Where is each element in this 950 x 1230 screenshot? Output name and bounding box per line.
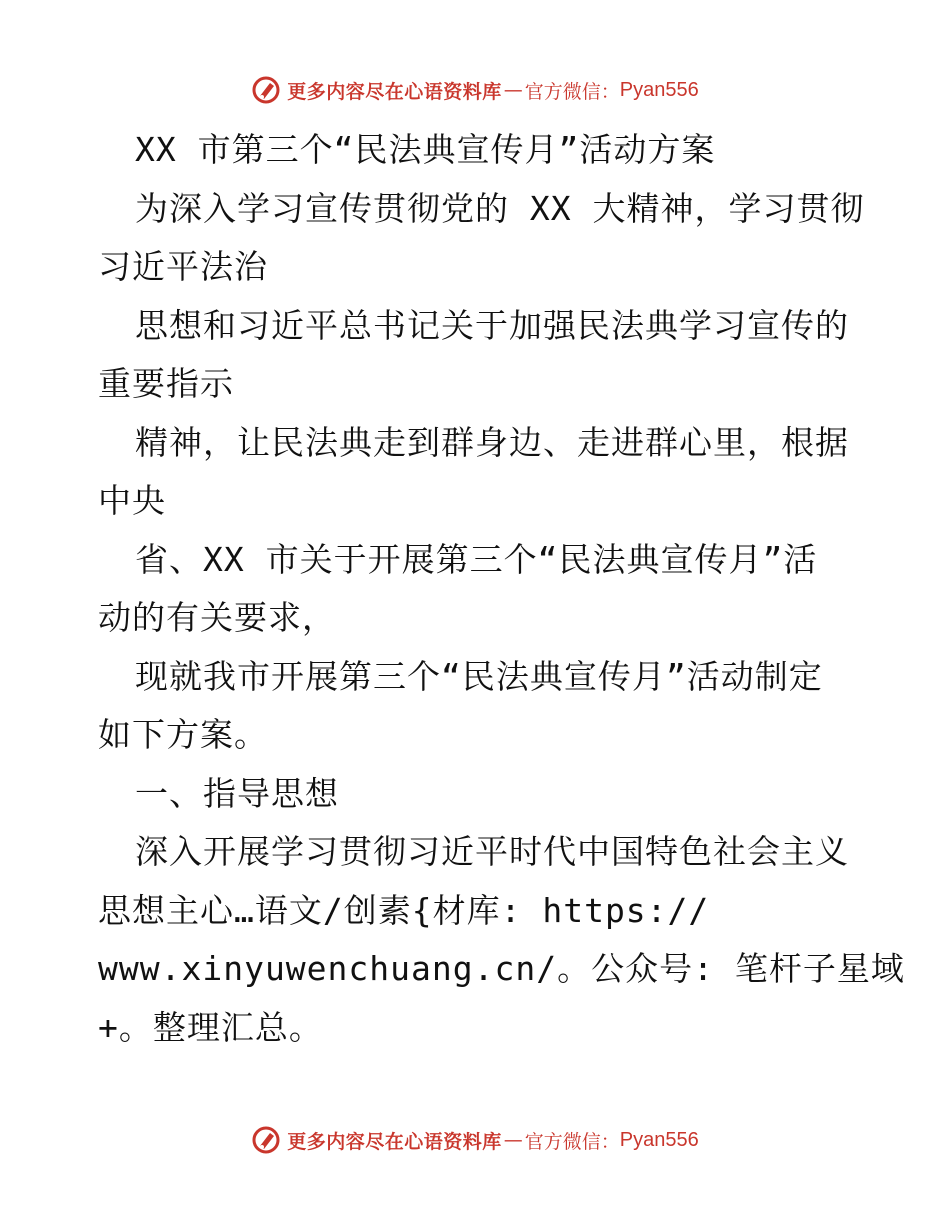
red-pen-logo-icon xyxy=(251,75,281,105)
banner-text: 更多内容尽在心语资料库 xyxy=(287,1130,502,1153)
document-title: XX 市第三个“民法典宣传月”活动方案 xyxy=(135,130,716,169)
paragraph-line: www.xinyuwenchuang.cn/。公众号: 笔杆子星域 xyxy=(98,949,905,988)
paragraph-line: 重要指示 xyxy=(98,364,234,403)
paragraph-line: 深入开展学习贯彻习近平时代中国特色社会主义 xyxy=(135,832,849,871)
paragraph-line: 省、XX 市关于开展第三个“民法典宣传月”活 xyxy=(135,539,818,579)
wechat-label: 官方微信： xyxy=(524,80,620,103)
paragraph-line: +。整理汇总。 xyxy=(98,1007,323,1047)
document-body xyxy=(98,121,905,1057)
paragraph-line: 为深入学习宣传贯彻党的 XX 大精神，学习贯彻 xyxy=(135,188,865,228)
paragraph-line: 中央 xyxy=(98,481,166,520)
wechat-label: 官方微信： xyxy=(524,1130,620,1153)
paragraph-line: 动的有关要求， xyxy=(98,598,336,637)
paragraph-line: 精神，让民法典走到群身边、走进群心里，根据 xyxy=(135,422,849,462)
banner-separator: — xyxy=(503,79,523,101)
banner-separator: — xyxy=(503,1129,523,1151)
footer-banner xyxy=(0,1118,950,1162)
paragraph-line: 习近平法治 xyxy=(98,247,268,286)
banner-text: 更多内容尽在心语资料库 xyxy=(287,80,502,103)
paragraph-line: 如下方案。 xyxy=(98,715,268,754)
paragraph-line: 思想主心…语文/创素{材库: https:// xyxy=(98,890,710,930)
header-banner xyxy=(0,68,950,112)
wechat-id: Pyan556 xyxy=(619,1128,699,1151)
paragraph-line: 现就我市开展第三个“民法典宣传月”活动制定 xyxy=(135,656,823,696)
section-heading: 一、指导思想 xyxy=(135,773,339,813)
paragraph-line: 思想和习近平总书记关于加强民法典学习宣传的 xyxy=(135,305,849,345)
red-pen-logo-icon xyxy=(251,1125,281,1155)
wechat-id: Pyan556 xyxy=(619,78,699,101)
